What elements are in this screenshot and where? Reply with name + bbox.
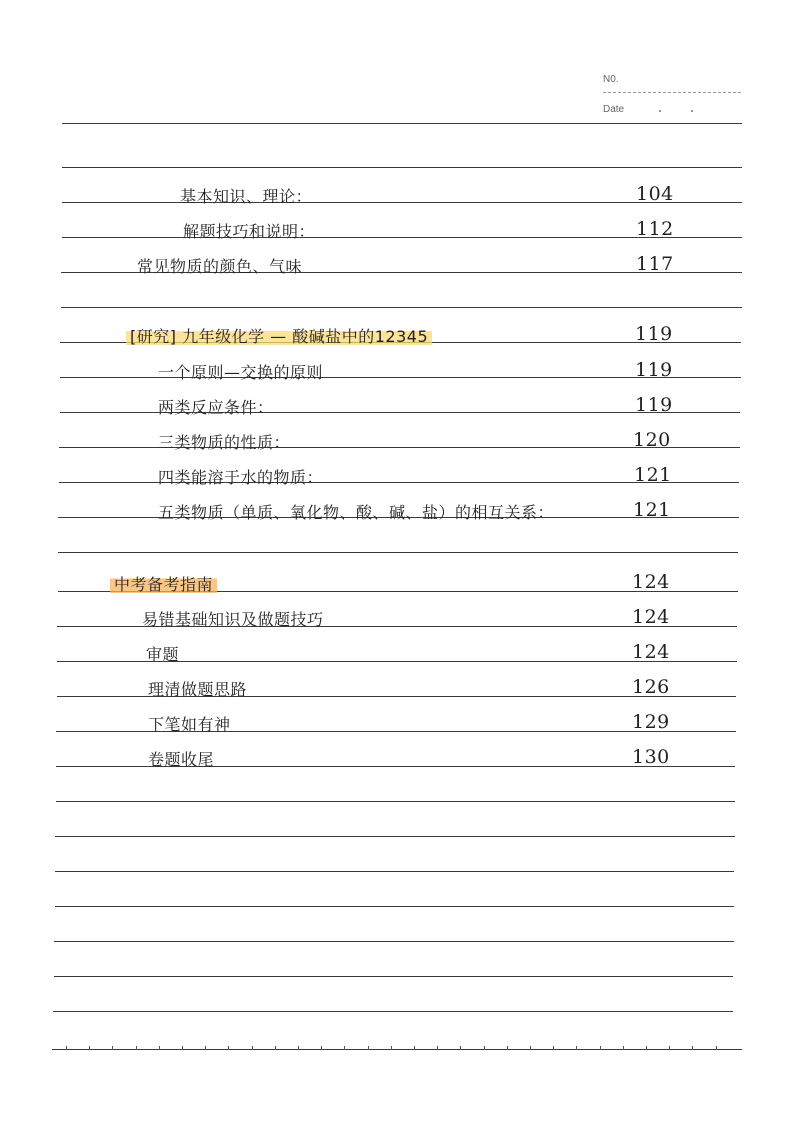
ruler-tick — [391, 1046, 392, 1050]
ruler-tick — [692, 1046, 693, 1050]
toc-entry-title: 解题技巧和说明： — [183, 222, 316, 241]
ruler-tick — [669, 1046, 670, 1050]
toc-entry-title: 常见物质的颜色、气味 — [137, 257, 303, 276]
toc-section-title-highlighted: 中考备考指南 — [110, 572, 217, 595]
ruled-line — [62, 123, 742, 124]
toc-entry-page: 112 — [636, 218, 674, 240]
ruler-tick — [89, 1046, 90, 1050]
ruler-tick — [576, 1046, 577, 1050]
header-divider — [603, 92, 741, 93]
ruler-tick — [112, 1046, 113, 1050]
bottom-rule — [52, 1049, 742, 1050]
ruler-tick — [321, 1046, 322, 1050]
ruler-tick — [623, 1046, 624, 1050]
ruled-line — [56, 801, 735, 802]
ruler-tick — [344, 1046, 345, 1050]
ruler-tick — [368, 1046, 369, 1050]
toc-entry-title: 卷题收尾 — [148, 750, 215, 769]
toc-entry-page: 119 — [635, 359, 673, 381]
toc-section-title-highlighted: [研究] 九年级化学 — 酸碱盐中的12345 — [126, 324, 432, 347]
ruler-tick — [66, 1046, 67, 1050]
toc-entry-page: 124 — [632, 641, 670, 663]
date-separator-dot — [659, 110, 661, 112]
ruler-tick — [484, 1046, 485, 1050]
toc-entry-title: 两类反应条件： — [158, 398, 274, 417]
toc-entry-page: 130 — [632, 746, 670, 768]
ruled-line — [55, 836, 735, 837]
header-date-label: Date — [603, 104, 625, 115]
ruler-tick — [136, 1046, 137, 1050]
toc-entry-page: 120 — [633, 429, 671, 451]
ruler-tick — [298, 1046, 299, 1050]
toc-entry-title: 下笔如有神 — [148, 715, 231, 734]
ruler-tick — [182, 1046, 183, 1050]
ruler-tick — [600, 1046, 601, 1050]
toc-entry-page: 119 — [635, 323, 673, 345]
toc-entry-title: 一个原则—交换的原则 — [158, 363, 324, 382]
ruler-tick — [507, 1046, 508, 1050]
header-no-label: N0. — [603, 74, 619, 85]
toc-entry-page: 126 — [632, 676, 670, 698]
ruler-tick — [205, 1046, 206, 1050]
toc-entry-page: 124 — [632, 571, 670, 593]
toc-entry-title: 理清做题思路 — [148, 680, 248, 699]
toc-entry-title: 三类物质的性质： — [158, 433, 291, 452]
ruler-tick — [530, 1046, 531, 1050]
ruled-line — [54, 941, 734, 942]
toc-entry-page: 117 — [636, 253, 674, 275]
ruler-tick — [228, 1046, 229, 1050]
ruled-line — [54, 976, 733, 977]
ruler-tick — [159, 1046, 160, 1050]
toc-entry-title: 基本知识、理论： — [180, 187, 313, 206]
ruled-line — [55, 906, 734, 907]
ruler-tick — [716, 1046, 717, 1050]
toc-entry-page: 104 — [636, 183, 674, 205]
toc-entry-page: 119 — [635, 394, 673, 416]
ruled-line — [53, 1011, 733, 1012]
toc-entry-page: 121 — [634, 464, 672, 486]
ruled-line — [61, 307, 742, 308]
toc-entry-title: 四类能溶于水的物质： — [158, 468, 324, 487]
ruler-tick — [646, 1046, 647, 1050]
toc-entry-page: 129 — [632, 711, 670, 733]
ruled-line — [55, 871, 734, 872]
toc-entry-title: 易错基础知识及做题技巧 — [142, 610, 324, 629]
ruler-tick — [437, 1046, 438, 1050]
toc-entry-title: 审题 — [146, 645, 180, 664]
toc-entry-page: 121 — [633, 499, 671, 521]
ruler-tick — [414, 1046, 415, 1050]
ruler-tick — [252, 1046, 253, 1050]
ruled-line — [58, 552, 738, 553]
toc-entry-page: 124 — [632, 606, 670, 628]
ruler-tick — [460, 1046, 461, 1050]
ruled-line — [62, 167, 742, 168]
ruler-tick — [275, 1046, 276, 1050]
toc-entry-title: 五类物质（单质、氧化物、酸、碱、盐）的相互关系： — [158, 503, 555, 522]
date-separator-dot — [691, 110, 693, 112]
ruler-tick — [553, 1046, 554, 1050]
